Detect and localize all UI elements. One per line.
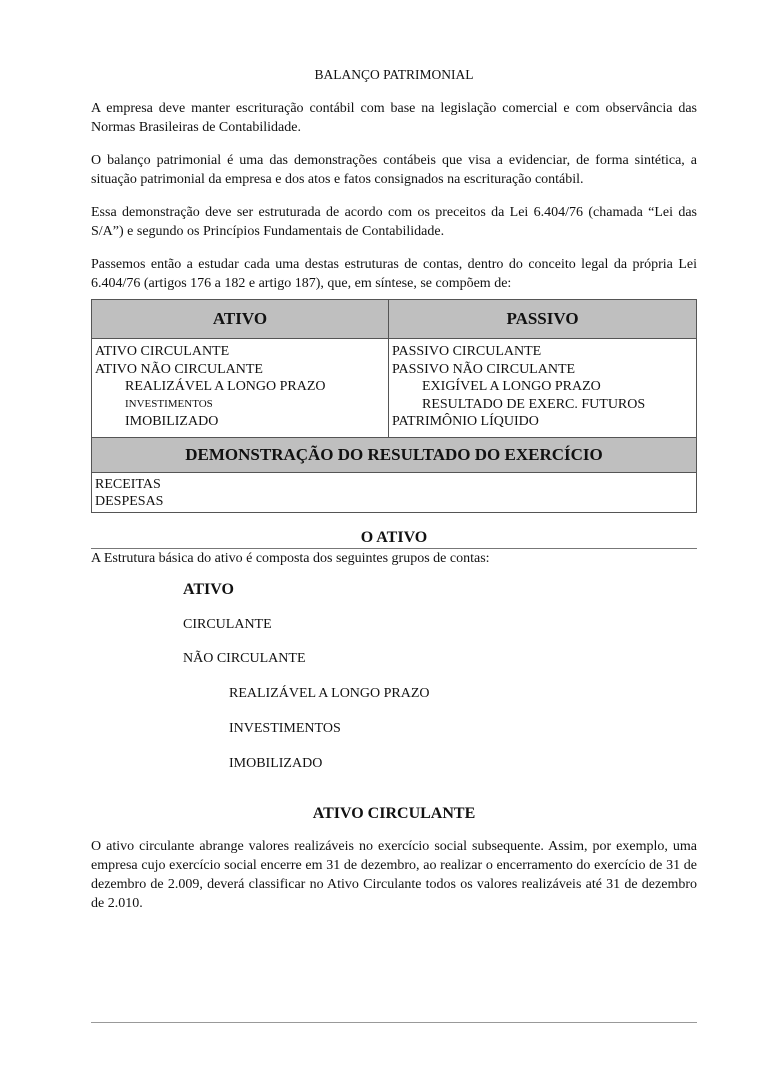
- ativo-item: IMOBILIZADO: [125, 414, 219, 429]
- ativo-item: REALIZÁVEL A LONGO PRAZO: [125, 379, 326, 394]
- dre-item: DESPESAS: [95, 494, 164, 509]
- structure-subitem: IMOBILIZADO: [229, 755, 323, 771]
- paragraph-2: O balanço patrimonial é uma das demonstrações contábeis que visa a evidenciar, de forma sintética, a situação patrimonial da empresa e dos atos e fatos consignados na escrituração contábil.: [91, 153, 697, 187]
- paragraph-1: A empresa deve manter escrituração contábil com base na legislação comercial e com observância das Normas Brasileiras de Contabilidade.: [91, 101, 697, 135]
- passivo-item: PASSIVO NÃO CIRCULANTE: [392, 361, 576, 377]
- ativo-structure-list: [91, 581, 697, 791]
- ativo-header: ATIVO: [92, 300, 389, 339]
- ativo-section-intro: A Estrutura básica do ativo é composta dos seguintes grupos de contas:: [91, 550, 490, 566]
- document-title: BALANÇO PATRIMONIAL: [314, 67, 474, 82]
- ativo-section-title: O ATIVO: [91, 529, 697, 549]
- structure-item: NÃO CIRCULANTE: [183, 651, 306, 666]
- ativo-item: ATIVO CIRCULANTE: [95, 344, 230, 359]
- dre-header: DEMONSTRAÇÃO DO RESULTADO DO EXERCÍCIO: [92, 437, 697, 472]
- ativo-circulante-title: ATIVO CIRCULANTE: [312, 804, 476, 822]
- ativo-item: ATIVO NÃO CIRCULANTE: [95, 361, 263, 377]
- passivo-item: EXIGÍVEL A LONGO PRAZO: [422, 379, 601, 394]
- structure-subitem: REALIZÁVEL A LONGO PRAZO: [229, 685, 430, 701]
- structure-root: ATIVO: [183, 580, 234, 598]
- structure-subitem: INVESTIMENTOS: [229, 720, 341, 736]
- ativo-circulante-text: O ativo circulante abrange valores realizáveis no exercício social subsequente. Assim, por exemplo, uma empresa cujo exercício social encerre em 31 de dezembro, ao realizar o encerramento do exercício de 31 de dezembro de 2.009, deverá classificar no Ativo Circulante todos os valores realizáveis até 31 de dezembro de 2.010.: [91, 838, 697, 911]
- footer-divider: [91, 1022, 697, 1023]
- passivo-cell: [389, 339, 697, 438]
- paragraph-4: Passemos então a estudar cada uma destas estruturas de contas, dentro do conceito legal da própria Lei 6.404/76 (artigos 176 a 182 e artigo 187), que, em síntese, se compõem de:: [91, 257, 697, 291]
- passivo-header: PASSIVO: [389, 300, 697, 339]
- balance-sheet-table: [91, 299, 697, 513]
- document-page: [91, 67, 697, 927]
- dre-cell: [92, 472, 697, 512]
- passivo-item: PATRIMÔNIO LÍQUIDO: [392, 414, 539, 429]
- ativo-cell: [92, 339, 389, 438]
- passivo-item: PASSIVO CIRCULANTE: [392, 344, 542, 359]
- structure-item: CIRCULANTE: [183, 616, 272, 632]
- dre-item: RECEITAS: [95, 476, 161, 492]
- ativo-item: INVESTIMENTOS: [125, 397, 213, 410]
- passivo-item: RESULTADO DE EXERC. FUTUROS: [422, 396, 646, 412]
- paragraph-3: Essa demonstração deve ser estruturada de acordo com os preceitos da Lei 6.404/76 (chamada “Lei das S/A”) e segundo os Princípios Fundamentais de Contabilidade.: [91, 205, 697, 239]
